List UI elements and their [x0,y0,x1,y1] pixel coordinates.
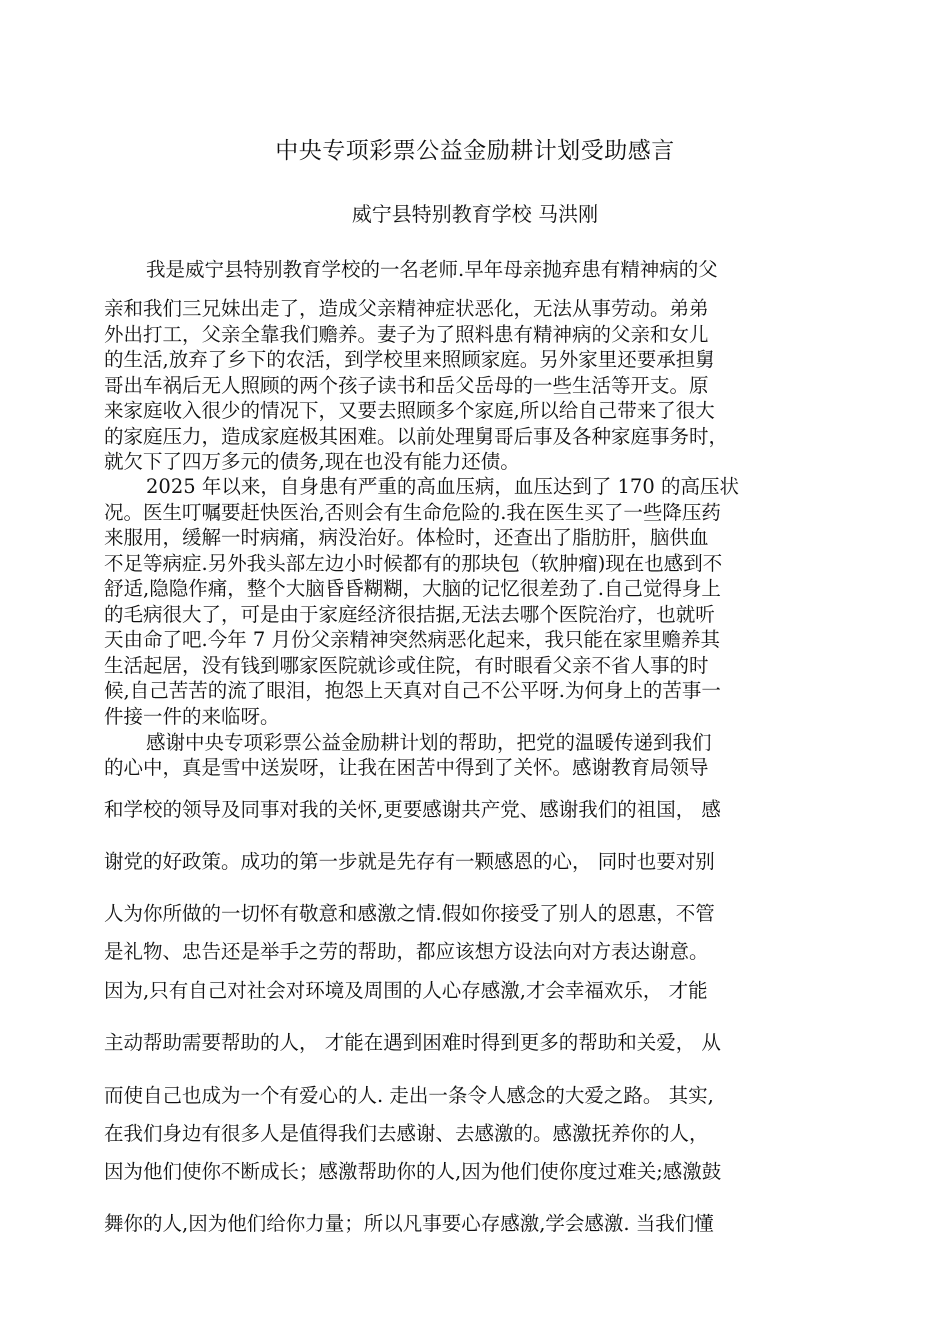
text-line: 就欠下了四万多元的债务,现在也没有能力还债。 [104,450,520,473]
text-line: 的生活,放弃了乡下的农活，到学校里来照顾家庭。另外家里还要承担舅 [104,348,715,371]
document-title: 中央专项彩票公益金励耕计划受助感言 [275,138,675,164]
text-line: 的毛病很大了，可是由于家庭经济很拮据,无法去哪个医院治疗，也就听 [104,603,715,626]
text-line: 来服用，缓解一时病痛，病没治好。体检时，还查出了脂肪肝，脑供血 [104,526,709,549]
text-line: 外出打工，父亲全靠我们赡养。妻子为了照料患有精神病的父亲和女儿 [104,323,709,346]
text-line: 是礼物、忠告还是举手之劳的帮助，都应该想方设法向对方表达谢意。 [104,940,709,963]
text-line: 和学校的领导及同事对我的关怀,更要感谢共产党、感谢我们的祖国， 感 [104,798,721,821]
text-line: 亲和我们三兄妹出走了，造成父亲精神症状恶化，无法从事劳动。弟弟 [104,297,709,320]
author-line: 威宁县特别教育学校 马洪刚 [351,202,599,226]
text-line: 生活起居，没有钱到哪家医院就诊或住院，有时眼看父亲不省人事的时 [104,654,709,677]
text-line: 我是威宁县特别教育学校的一名老师.早年母亲抛弃患有精神病的父 [146,258,718,281]
text-line: 而使自己也成为一个有爱心的人. 走出一条令人感念的大爱之路。 其实, [104,1084,714,1107]
text-line: 主动帮助需要帮助的人， 才能在遇到困难时得到更多的帮助和关爱， 从 [104,1031,721,1054]
text-line: 的心中，真是雪中送炭呀，让我在困苦中得到了关怀。感谢教育局领导 [104,756,709,779]
text-line: 谢党的好政策。成功的第一步就是先存有一颗感恩的心， 同时也要对别 [104,850,715,873]
text-line: 件接一件的来临呀。 [104,705,280,728]
text-line: 舒适,隐隐作痛，整个大脑昏昏糊糊，大脑的记忆很差劲了.自己觉得身上 [104,577,721,600]
text-line: 因为,只有自己对社会对环境及周围的人心存感激,才会幸福欢乐， 才能 [104,979,708,1002]
text-line: 哥出车祸后无人照顾的两个孩子读书和岳父岳母的一些生活等开支。原 [104,374,709,397]
text-line: 感谢中央专项彩票公益金励耕计划的帮助，把党的温暖传递到我们 [146,731,712,754]
text-line: 天由命了吧.今年 7 月份父亲精神突然病恶化起来，我只能在家里赡养其 [104,628,721,651]
text-line: 在我们身边有很多人是值得我们去感谢、去感激的。感激抚养你的人， [104,1122,709,1145]
text-line: 况。医生叮嘱要赶快医治,否则会有生命危险的.我在医生买了一些降压药 [104,501,721,524]
text-line: 来家庭收入很少的情况下，又要去照顾多个家庭,所以给自己带来了很大 [104,399,715,422]
text-line: 2025 年以来，自身患有严重的高血压病，血压达到了 170 的高压状 [146,475,739,498]
text-line: 舞你的人,因为他们给你力量；所以凡事要心存感激,学会感激. 当我们懂 [104,1212,714,1235]
text-line: 的家庭压力，造成家庭极其困难。以前处理舅哥后事及各种家庭事务时， [104,425,729,448]
text-line: 不足等病症.另外我头部左边小时候都有的那块包（软肿瘤)现在也感到不 [104,552,723,575]
text-line: 因为他们使你不断成长；感激帮助你的人,因为他们使你度过难关;感激鼓 [104,1160,722,1183]
text-line: 候,自己苦苦的流了眼泪，抱怨上天真对自己不公平呀.为何身上的苦事一 [104,679,721,702]
text-line: 人为你所做的一切怀有敬意和感激之情.假如你接受了别人的恩惠，不管 [104,902,715,925]
